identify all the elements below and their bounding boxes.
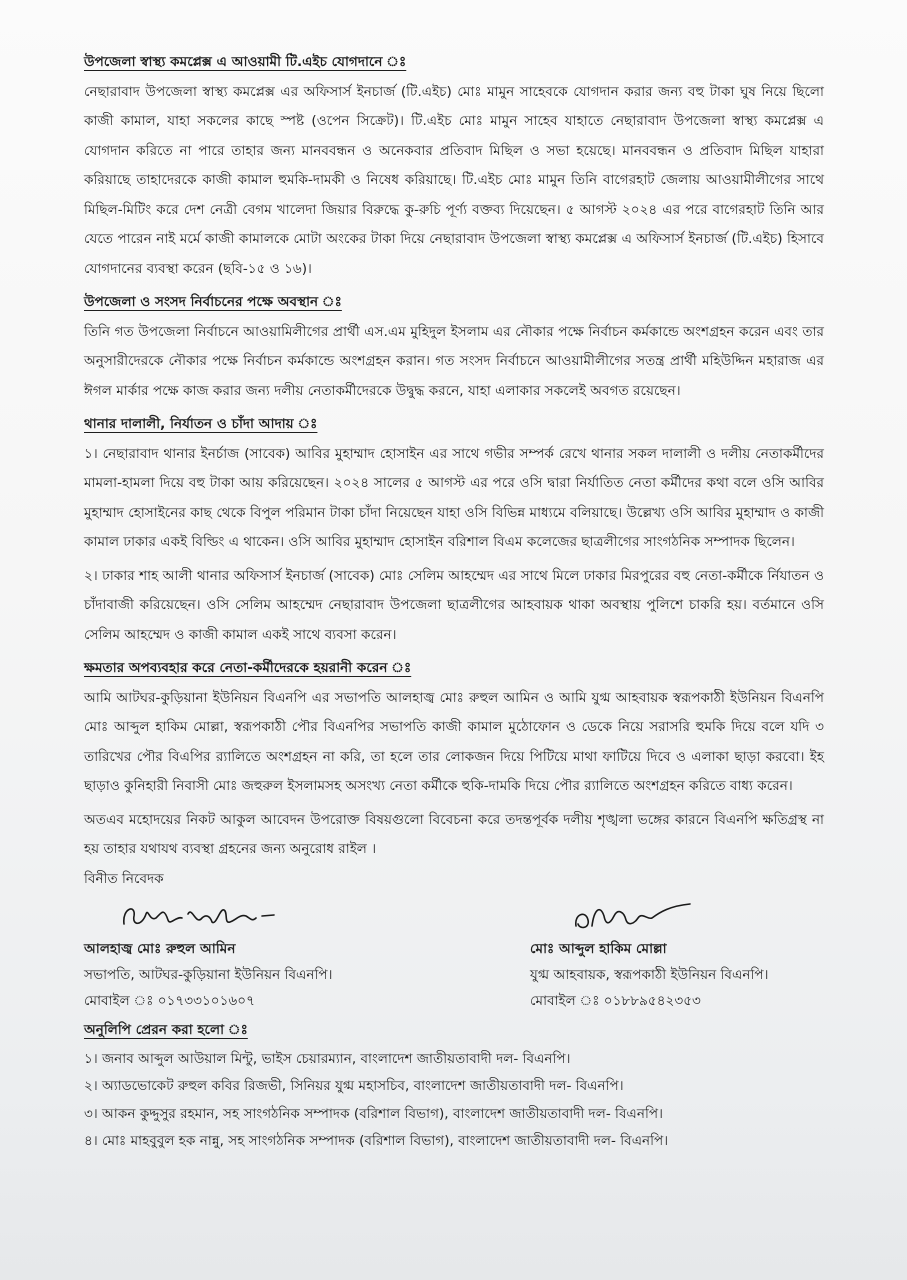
signature-1-image xyxy=(84,896,304,936)
signatory-title: সভাপতি, আটঘর-কুড়িয়ানা ইউনিয়ন বিএনপি। xyxy=(84,967,333,983)
copy-item: ৪। মোঃ মাহবুবুল হক নান্নু, সহ সাংগঠনিক সম্পাদক (বরিশাল বিভাগ), বাংলাদেশ জাতীয়তাবাদী দল- বিএনপি। xyxy=(84,1133,669,1149)
signatory-2 xyxy=(530,896,768,1014)
sign-off: বিনীত নিবেদক xyxy=(84,870,164,887)
section-election-stance xyxy=(84,288,824,406)
copies-section xyxy=(84,1016,824,1156)
paragraph: তিনি গত উপজেলা নির্বাচনে আওয়ামিলীগের প্রার্থী এস.এম মুহিদুল ইসলাম এর নৌকার পক্ষে নির্বাচন কর্মকান্ডে অংশগ্রহন করেন এবং তার অনুসারীদেরকে নৌকার পক্ষে নির্বাচন কর্মকান্ডে অংশগ্রহন করান। গত সংসদ নির্বাচনে আওয়ামীলীগের সতন্ত্র প্রার্থী মহিউদ্দিন মহারাজ এর ঈগল মার্কার পক্ষে কাজ করার জন্য দলীয় নেতাকর্মীদেরকে উদ্বুদ্ধ করনে, যাহা এলাকার সকলেই অবগত রয়েছেন। xyxy=(84,323,824,399)
signatory-mobile: মোবাইল ঃ ০১৭৩৩১০১৬০৭ xyxy=(84,993,255,1009)
section-health-complex xyxy=(84,48,824,284)
signatures xyxy=(84,896,824,1016)
section-heading: উপজেলা স্বাস্থ্য কমপ্লেক্স এ আওয়ামী টি.এইচ যোগদানে ঃ xyxy=(84,54,407,70)
signatory-name: মোঃ আব্দুল হাকিম মোল্লা xyxy=(530,941,667,957)
paragraph: আমি আটঘর-কুড়িয়ানা ইউনিয়ন বিএনপি এর সভাপতি আলহাজ্ব মোঃ রুহুল আমিন ও আমি যুগ্ম আহবায়ক স্বরূপকাঠী ইউনিয়ন বিএনপি মোঃ আব্দুল হাকিম মোল্লা, স্বরূপকাঠী পৌর বিএনপির সভাপতি কাজী কামাল মুঠোফোন ও ডেকে নিয়ে সরাসরি হুমকি দিয়ে বলে যদি ৩ তারিখের পৌর বিএপির র‌্যালিতে অংশগ্রহন না করি, তা হলে তার লোকজন দিয়ে পিটিয়ে মাথা ফাটিয়ে দিবে ও এলাকা ছাড়া করবো। ইহ ছাড়াও কুনিহারী নিবাসী মোঃ জহুরুল ইসলামসহ অসংখ্য নেতা কর্মীকে হুকি-দামকি দিয়ে পৌর র‌্যালিতে অংশগ্রহন করিতে বাধ্য করেন। xyxy=(84,689,824,794)
closing xyxy=(84,806,824,895)
section-heading: ক্ষমতার অপব্যবহার করে নেতা-কর্মীদেরকে হয়রানী করেন ঃ xyxy=(84,660,412,676)
signatory-title: যুগ্ম আহবায়ক, স্বরূপকাঠী ইউনিয়ন বিএনপি। xyxy=(530,967,769,983)
signatory-1 xyxy=(84,896,332,1014)
paragraph: ২। ঢাকার শাহ আলী থানার অফিসার্স ইনচার্জ (সাবেক) মোঃ সেলিম আহম্মেদ এর সাথে মিলে ঢাকার মিরপুরের বহু নেতা-কর্মীকে র্নিযাতন ও চাঁদাবাজী করিয়েছেন। ওসি সেলিম আহম্মেদ নেছারাবাদ উপজেলা ছাত্রলীগের আহবায়ক থাকা অবস্থায় পুলিশে চাকরি হয়। বর্তমানে ওসি সেলিম আহম্মেদ ও কাজী কামাল একই সাথে ব্যবসা করেন। xyxy=(84,567,824,643)
copy-item: ২। অ্যাডভোকেট রুহুল কবির রিজভী, সিনিয়র যুগ্ম মহাসচিব, বাংলাদেশ জাতীয়তাবাদী দল- বিএনপি। xyxy=(84,1078,624,1094)
copies-heading: অনুলিপি প্রেরন করা হলো ঃ xyxy=(84,1022,248,1038)
section-abuse-of-power xyxy=(84,654,824,802)
signatory-name: আলহাজ্ব মোঃ রুহুল আমিন xyxy=(84,941,236,957)
section-heading: উপজেলা ও সংসদ নির্বাচনের পক্ষে অবস্থান ঃ xyxy=(84,294,342,310)
paragraph: নেছারাবাদ উপজেলা স্বাস্থ্য কমপ্লেক্স এর অফিসার্স ইনচার্জ (টি.এইচ) মোঃ মামুন সাহেবকে যোগদান করার জন্য বহু টাকা ঘুষ নিয়ে ছিলো কাজী কামাল, যাহা সকলের কাছে স্পষ্ট (ওপেন সিক্রেট)। টি.এইচ মোঃ মামুন সাহেব যাহাতে নেছারাবাদ উপজেলা স্বাস্থ্য কমপ্লেক্স এ যোগদান করিতে না পারে তাহার জন্য মানববন্ধন ও অনেকবার প্রতিবাদ মিছিল ও সভা হয়েছে। মানববন্ধন ও প্রতিবাদ মিছিল যাহারা করিয়াছে তাহাদেরকে কাজী কামাল হুমকি-দামকী ও নিষেধ করিয়াছে। টি.এইচ মোঃ মামুন তিনি বাগেরহাট জেলায় আওয়ামীলীগের সাথে মিছিল-মিটিং করে দেশ নেত্রী বেগম খালেদা জিয়ার বিরুদ্ধে কু-রুচি পূর্ণ্য বক্তব্য দিয়েছেন। ৫ আগস্ট ২০২৪ এর পরে বাগেরহাট তিনি আর যেতে পারেন নাই মর্মে কাজী কামালকে মোটা অংকের টাকা দিয়ে নেছারাবাদ উপজেলা স্বাস্থ্য কমপ্লেক্স এ অফিসার্স ইনচার্জ (টি.এইচ) হিসাবে যোগদানের ব্যবস্থা করেন (ছবি-১৫ ও ১৬)। xyxy=(84,83,824,277)
document-page xyxy=(84,48,824,1156)
section-police-extortion xyxy=(84,410,824,650)
copy-item: ১। জনাব আব্দুল আউয়াল মিন্টু, ভাইস চেয়ারম্যান, বাংলাদেশ জাতীয়তাবাদী দল- বিএনপি। xyxy=(84,1050,571,1067)
signature-2-image xyxy=(530,896,730,936)
paragraph: ১। নেছারাবাদ থানার ইনর্চাজ (সাবেক) আবির মুহাম্মাদ হোসাইন এর সাথে গভীর সম্পর্ক রেখে থানার সকল দালালী ও দলীয় নেতাকর্মীদের মামলা-হামলা দিয়ে বহু টাকা আয় করিয়েছেন। ২০২৪ সালের ৫ আগস্ট এর পরে ওসি দ্বারা নির্যাতিত নেতা কর্মীদের কথা বলে ওসি আবির মুহাম্মাদ হোসাইনের কাছ থেকে বিপুল পরিমান টাকা চাঁদা নিয়েছেন যাহা ওসি বিভিন্ন মাধ্যমে বলিয়াছে। উল্লেখ্য ওসি আবির মুহাম্মাদ ও কাজী কামাল ঢাকার একই বিল্ডিং এ থাকেন। ওসি আবির মুহাম্মাদ হোসাইন বরিশাল বিএম কলেজের ছাত্রলীগের সাংগঠনিক সম্পাদক ছিলেন। xyxy=(84,445,824,550)
copy-item: ৩। আকন কুদ্দুসুর রহমান, সহ সাংগঠনিক সম্পাদক (বরিশাল বিভাগ), বাংলাদেশ জাতীয়তাবাদী দল- বিএনপি। xyxy=(84,1105,663,1122)
signatory-mobile: মোবাইল ঃ ০১৮৮৯৫৪২৩৫৩ xyxy=(530,993,701,1009)
request-paragraph: অতএব মহোদয়ের নিকট আকুল আবেদন উপরোক্ত বিষয়গুলো বিবেচনা করে তদন্তপূর্বক দলীয় শৃঙ্খলা ভঙ্গের কারনে বিএনপি ক্ষতিগ্রস্থ না হয় তাহার যথাযথ ব্যবস্থা গ্রহনের জন্য অনুরোধ রাইল । xyxy=(84,811,824,857)
section-heading: থানার দালালী, নির্যাতন ও চাঁদা আদায় ঃ xyxy=(84,416,318,432)
